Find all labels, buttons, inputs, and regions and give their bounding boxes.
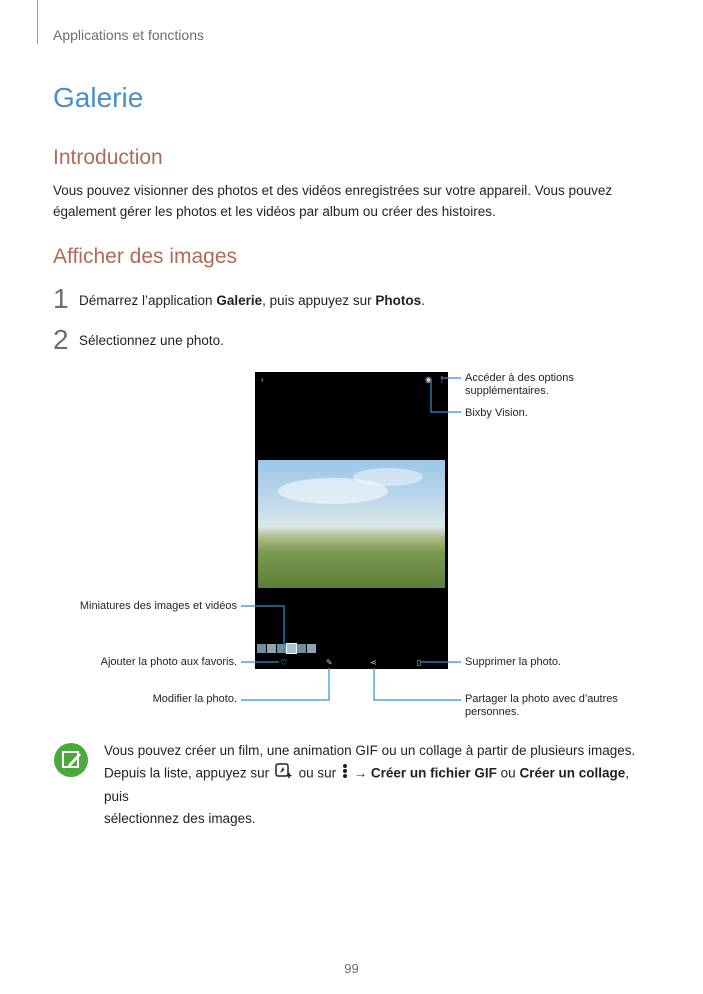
callout-thumbnails: Miniatures des images et vidéos — [79, 600, 237, 612]
more-options-icon — [342, 763, 348, 786]
page-title: Galerie — [53, 82, 144, 113]
page-number: 99 — [344, 961, 359, 976]
share-icon[interactable]: ⋖ — [370, 658, 377, 667]
note-line-1: Vous pouvez créer un film, une animation GIF ou un collage à partir de plusieurs images. — [104, 743, 636, 758]
callout-favorite: Ajouter la photo aux favoris. — [100, 656, 237, 668]
view-images-heading: Afficher des images — [53, 245, 238, 268]
callout-edit: Modifier la photo. — [152, 693, 237, 705]
callout-delete: Supprimer la photo. — [465, 656, 561, 668]
note-icon — [54, 743, 88, 777]
favorite-icon[interactable]: ♡ — [280, 658, 288, 667]
create-gif-option: Créer un fichier GIF — [370, 765, 497, 781]
section-header: Applications et fonctions — [53, 27, 204, 43]
edit-icon[interactable]: ✎ — [326, 658, 333, 667]
app-name-galerie: Galerie — [216, 293, 263, 308]
step-1-text: Démarrez l’application Galerie, puis appuyez sur Photos. — [79, 293, 425, 308]
step-number-2: 2 — [53, 324, 69, 355]
step-number-1: 1 — [53, 283, 69, 314]
callout-share: Partager la photo avec d’autres personnes. — [465, 693, 618, 718]
delete-icon[interactable]: ▯ — [417, 658, 422, 667]
step-2-text: Sélectionnez une photo. — [79, 333, 224, 348]
intro-paragraph: Vous pouvez visionner des photos et des vidéos enregistrées sur votre appareil. Vous pouvez également gérer les photos et les vidéos par album ou créer des histoires. — [53, 183, 613, 219]
note-line-3: sélectionnez des images. — [104, 811, 256, 826]
note-text — [104, 740, 644, 830]
back-icon[interactable]: ‹ — [261, 375, 264, 384]
intro-heading: Introduction — [53, 146, 163, 169]
callout-more-options: Accéder à des options supplémentaires. — [465, 372, 574, 397]
create-gif-icon — [275, 762, 293, 786]
create-collage-option: Créer un collage — [519, 765, 626, 781]
bixby-vision-icon[interactable]: ◉ — [425, 375, 432, 384]
more-options-icon[interactable]: ⋮ — [438, 375, 446, 384]
callout-bixby-vision: Bixby Vision. — [465, 407, 528, 419]
tab-photos-name: Photos — [375, 293, 422, 308]
note-line-2: Depuis la liste, appuyez sur ou sur → Créer un fichier GIF ou Créer un collage, puis — [104, 762, 644, 808]
